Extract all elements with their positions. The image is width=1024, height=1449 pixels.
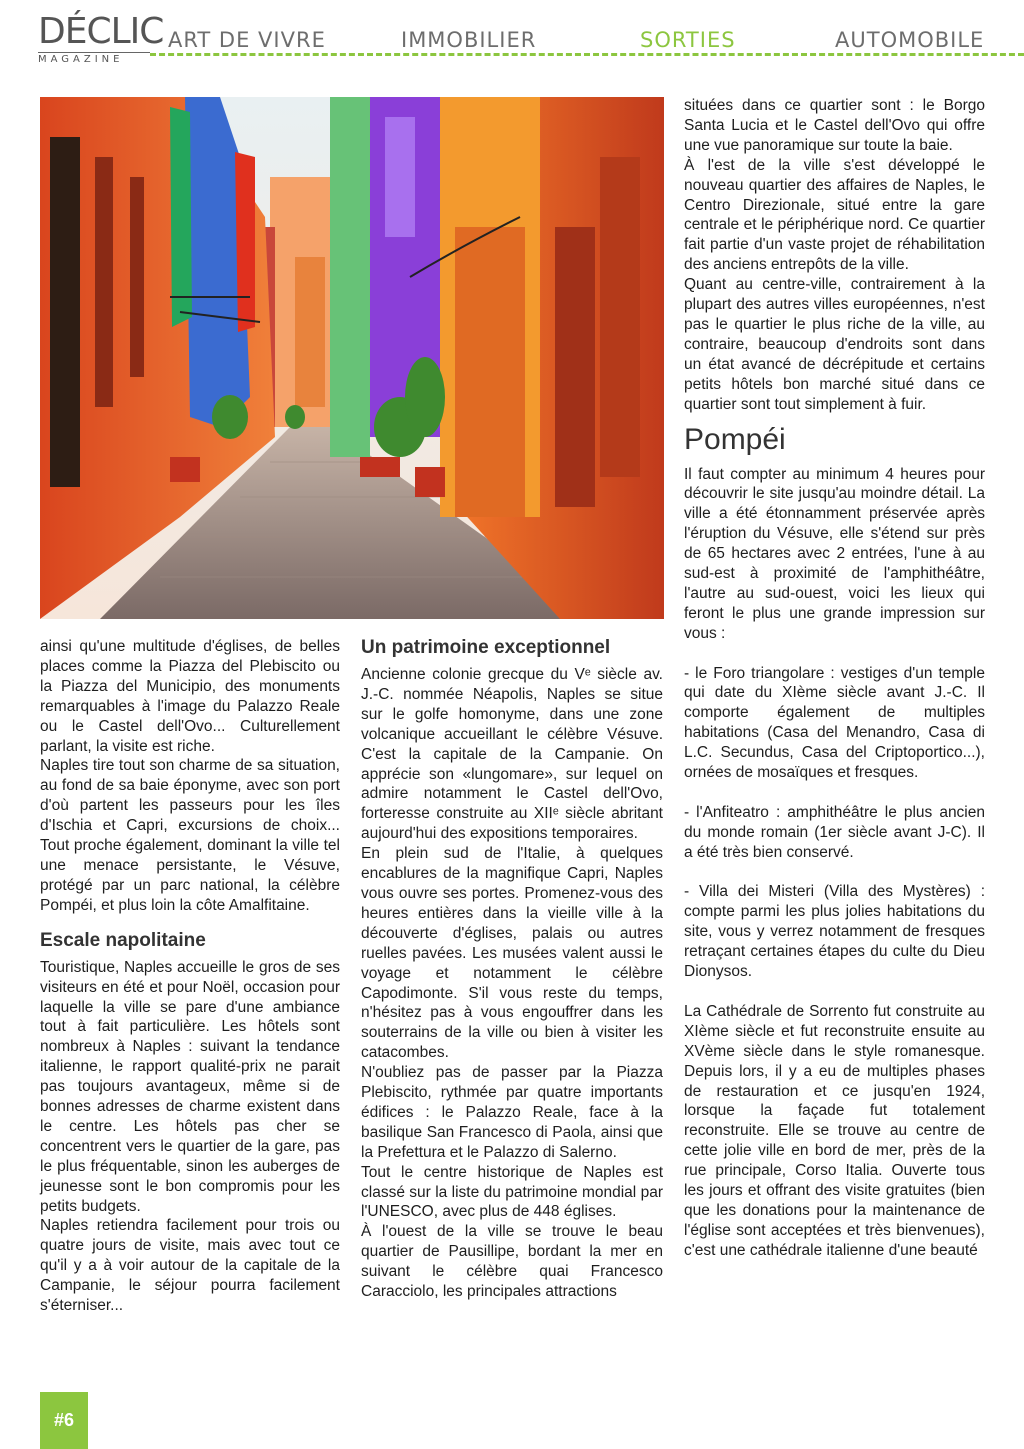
header-dashed-rule [150,53,1024,56]
logo-subtitle: MAGAZINE [38,52,150,66]
section-heading-patrimoine: Un patrimoine exceptionnel [361,637,611,658]
article-column-1 [40,637,340,1316]
paragraph: En plein sud de l'Italie, à quelques encablures de la magnifique Capri, Naples vous ouvre ses portes. Promenez-vous des heures entières dans la vieille ville à la découverte d'églises, palais ou autres ruelles pavées. Les musées valent aussi le voyage et notamment le célèbre Capodimonte. S'il vous reste du temps, n'hésitez pas à vous engouffrer dans les souterrains de la ville ou bien à visiter les catacombes. [361,845,663,1062]
paragraph: À l'est de la ville s'est développé le nouveau quartier des affaires de Naples, le Centro Direzionale, situé entre la gare centrale et le périphérique nord. Ce quartier fait partie d'un vaste projet de réhabilitation des anciens entrepôts de la ville. [684,156,985,274]
colorful-street-photo [40,97,664,619]
list-item: - Villa dei Misteri (Villa des Mystères) : compte parmi les plus jolies habitations du site, vous y verrez notamment de fresques retraçant certaines étapes du culte du Dieu Dionysos. [684,883,985,981]
paragraph: À l'ouest de la ville se trouve le beau quartier de Pausillipe, bordant la mer en suivant le célèbre quai Francesco Caracciolo, les principales attractions [361,1223,663,1301]
paragraph: La Cathédrale de Sorrento fut construite au XIème siècle et fut reconstruite ensuite au XVème siècle dans le style romanesque. Depuis lors, il y a eu de multiples phases de restauration et ce jusqu'en 1924, lorsque la façade fut totalement reconstruite. Elle se trouve au centre de cette jolie ville en bord de mer, près de la rue principale, Corso Italia. Ouverte tous les jours et offrant des visite gratuites (bien que les donations pour la maintenance de l'église sont acceptées et très bienvenues), c'est une cathédrale italienne d'une beauté [684,1002,985,1259]
nav-automobile[interactable]: AUTOMOBILE [835,28,985,52]
article-column-2 [361,637,663,1302]
nav-art-de-vivre[interactable]: ART DE VIVRE [168,28,326,52]
section-heading-escale: Escale napolitaine [40,929,206,951]
list-item: - l'Anfiteatro : amphithéâtre le plus ancien du monde romain (1er siècle avant J-C). Il a été très bien conservé. [684,803,985,861]
paragraph: Naples tire tout son charme de sa situation, au fond de sa baie éponyme, avec son port d'où partent les passeurs pour les îles d'Ischia et Capri, excursions de choix... Tout proche également, dominant la ville tel une menace persistante, le Vésuve, protégé par un parc national, la célèbre Pompéi, et plus loin la côte Amalfitaine. [40,757,340,914]
paragraph: Il faut compter au minimum 4 heures pour découvrir le site jusqu'au moindre détail. La ville a été étonnamment préservée après l'éruption du Vésuve, elle s'étend sur près de 65 hectares avec 2 entrées, l'une à au sud-est à proximité de l'amphithéâtre, l'autre au sud-ouest, voici les lieux qui feront le plus une grande impression sur vous : [684,465,985,642]
paragraph: Ancienne colonie grecque du Vᵉ siècle av. J.-C. nommée Néapolis, Naples se situe sur le golfe homonyme, dans une zone volcanique accueillant le célèbre Vésuve. C'est la capitale de la Campanie. On apprécie son «lungomare», sur lequel on admire notamment le Castel dell'Ovo, forteresse construite au XIIᵉ siècle abritant aujourd'hui des expositions temporaires. [361,666,663,843]
nav-sorties[interactable]: SORTIES [640,28,736,52]
paragraph: ainsi qu'une multitude d'églises, de belles places comme la Piazza del Plebiscito ou la Piazza del Municipio, des monuments remarquables à l'image du Palazzo Reale ou le Castel dell'Ovo... Culturellement parlant, la visite est riche. [40,638,340,755]
paragraph: Naples retiendra facilement pour trois ou quatre jours de visite, mais avec tout ce qu'il y a à voir autour de la capitale de la Campanie, le séjour pourra facilement s'éterniser... [40,1217,340,1315]
paragraph: situées dans ce quartier sont : le Borgo Santa Lucia et le Castel dell'Ovo qui offre une vue panoramique sur toute la baie. [684,97,985,154]
paragraph: Quant au centre-ville, contrairement à la plupart des autres villes européennes, n'est pas le quartier le plus riche de la ville, au contraire, beaucoup d'endroits sont dans un état avancé de décrépitude et certains petits hôtels bon marché situé dans ce quartier sont tout simplement à fuir. [684,276,985,413]
paragraph: N'oubliez pas de passer par la Piazza Plebiscito, rythmée par quatre importants édifices : le Palazzo Reale, face à la basilique San Francesco di Paola, ainsi que la Prefettura et le Palazzo di Salerno. [361,1064,663,1161]
logo-text: DÉCLIC [38,11,164,52]
paragraph: Tout le centre historique de Naples est classé sur la liste du patrimoine mondial par l'UNESCO, avec plus de 448 églises. [361,1163,663,1221]
list-item: - le Foro triangolare : vestiges d'un temple qui date du XIème siècle avant J.-C. Il comporte également de multiples habitations (Casa del Menandro, Casa di L.C. Secundus, Casa del Criptoportico...), ornées de mosaïques et fresques. [684,664,985,782]
article-column-3 [684,96,985,1261]
nav-immobilier[interactable]: IMMOBILIER [401,28,537,52]
paragraph: Touristique, Naples accueille le gros de ses visiteurs en été et pour Noël, occasion pour laquelle la ville se pare d'une ambiance tout à fait particulière. Les hôtels sont nombreux à Naples : suivant la tendance italienne, le rapport qualité-prix ne parait pas toujours avantageux, même si de bonnes adresses de charme existent dans le centre. Les hôtels pas cher se concentrent vers le quartier de la gare, pas le plus fréquentable, sinon les auberges de jeunesse sont le bon compromis pour les petits budgets. [40,958,340,1215]
section-heading-pompei: Pompéi [684,422,786,456]
page-number: #6 [40,1392,88,1449]
